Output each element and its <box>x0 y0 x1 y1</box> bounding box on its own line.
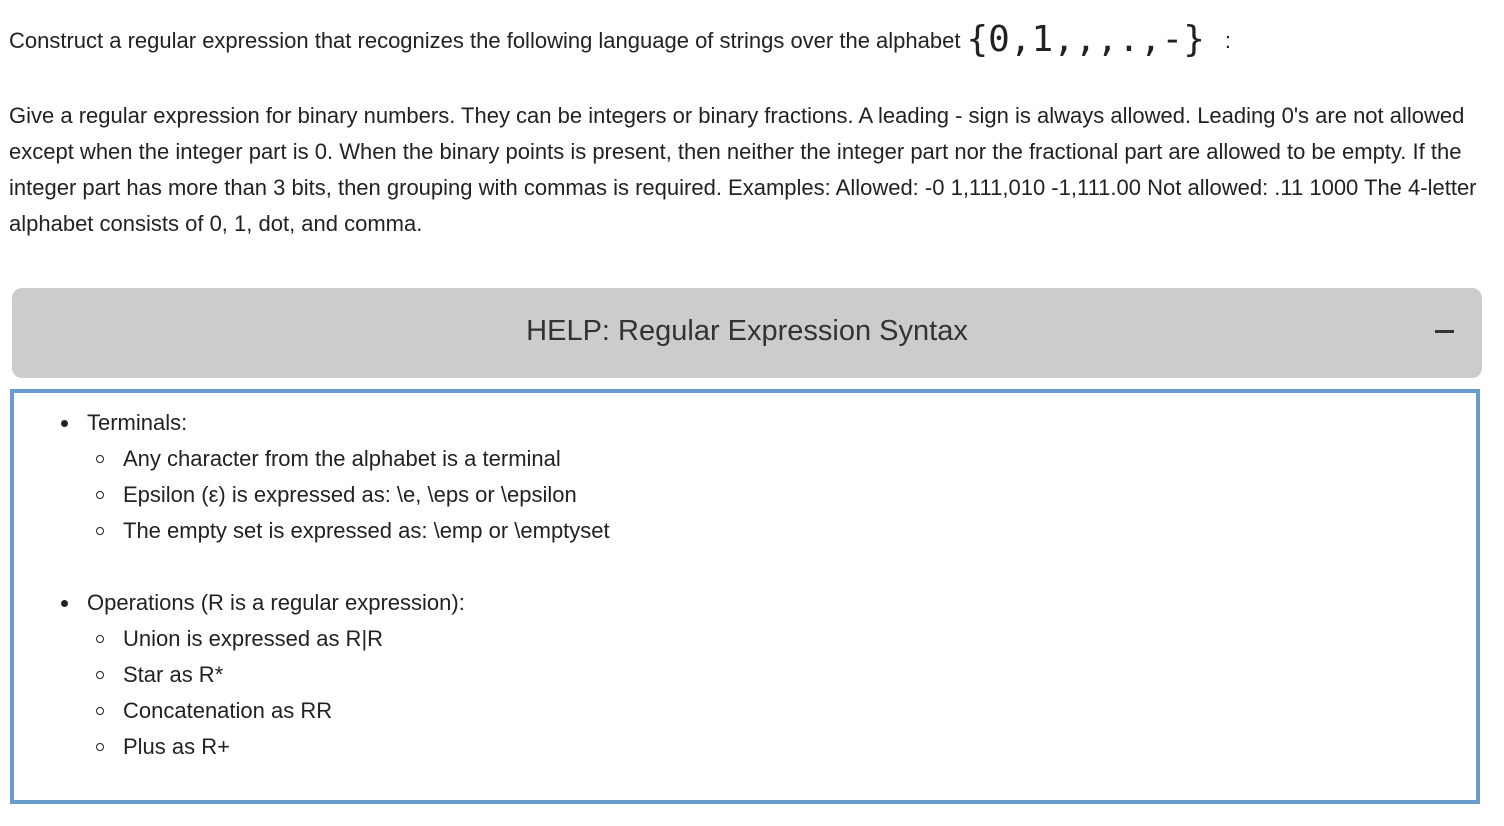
bullet-circle-icon <box>96 671 104 679</box>
list-item-text: Union is expressed as R|R <box>123 626 384 651</box>
list-item-text: Star as R* <box>123 662 224 687</box>
operations-list <box>87 621 1476 765</box>
list-item-text: Any character from the alphabet is a terminal <box>123 446 561 471</box>
prompt-colon: : <box>1224 28 1232 53</box>
help-panel <box>10 389 1480 804</box>
help-section-operations <box>14 585 1476 765</box>
help-toggle-header[interactable] <box>12 288 1482 378</box>
list-item-text: Epsilon (ε) is expressed as: \e, \eps or \epsilon <box>123 482 577 507</box>
bullet-circle-icon <box>96 491 104 499</box>
list-item <box>87 729 1476 765</box>
list-item <box>87 513 1476 549</box>
prompt-text: Construct a regular expression that recognizes the following language of strings over the alphabet <box>9 28 961 53</box>
help-section-terminals <box>14 405 1476 549</box>
list-item-text: Concatenation as RR <box>123 698 333 723</box>
list-item <box>87 441 1476 477</box>
list-item-text: Plus as R+ <box>123 734 230 759</box>
help-title: HELP: Regular Expression Syntax <box>526 315 968 347</box>
list-item <box>87 477 1476 513</box>
bullet-circle-icon <box>96 743 104 751</box>
list-item <box>87 621 1476 657</box>
problem-description: Give a regular expression for binary numbers. They can be integers or binary fractions. A leading - sign is always allowed. Leading 0's are not allowed except when the integer part is 0. When the binary points is present, then neither the integer part nor the fractional part are allowed to be empty. If the integer part has more than 3 bits, then grouping with commas is required. Examples: Allowed: -0 1,111,010 -1,111.00 Not allowed: .11 1000 The 4-letter alphabet consists of 0, 1, dot, and comma. <box>9 103 1477 236</box>
bullet-circle-icon <box>96 707 104 715</box>
bullet-circle-icon <box>96 455 104 463</box>
section-heading: Terminals: <box>87 410 188 435</box>
list-item-text: The empty set is expressed as: \emp or \emptyset <box>123 518 610 543</box>
list-item <box>87 657 1476 693</box>
bullet-circle-icon <box>96 635 104 643</box>
help-list <box>14 405 1476 765</box>
bullet-disc-icon <box>61 420 68 427</box>
alphabet-set: {0,1,,,.,-} <box>966 19 1205 60</box>
question-prompt <box>9 14 1231 66</box>
minus-icon[interactable] <box>1435 330 1454 333</box>
list-item <box>87 693 1476 729</box>
bullet-circle-icon <box>96 527 104 535</box>
terminals-list <box>87 441 1476 549</box>
bullet-disc-icon <box>61 600 68 607</box>
section-heading: Operations (R is a regular expression): <box>87 590 465 615</box>
